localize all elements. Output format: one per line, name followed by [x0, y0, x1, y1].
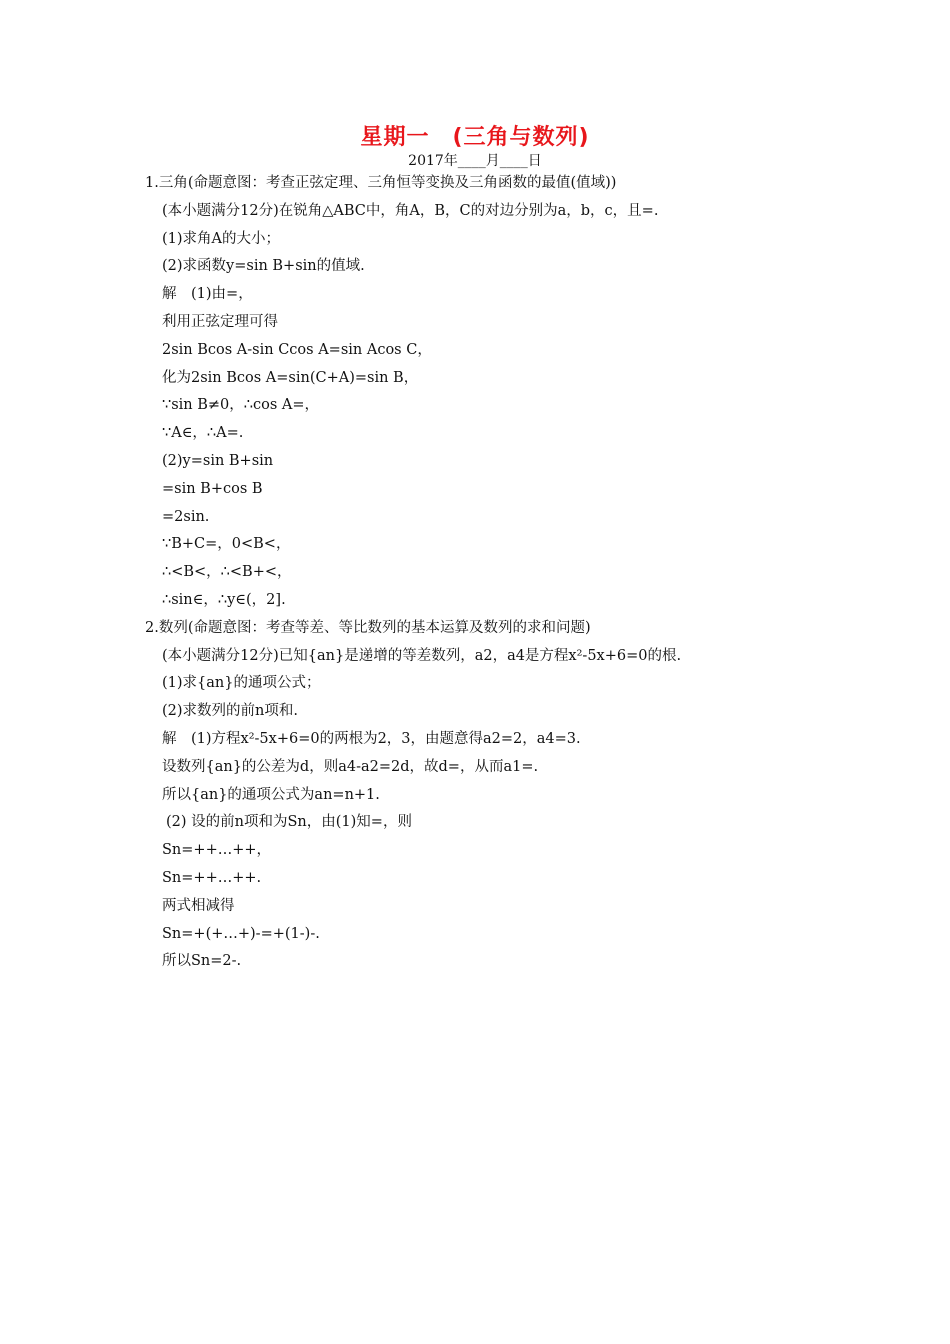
text-line: 所以{an}的通项公式为an=n+1.	[162, 786, 380, 803]
text-line: (本小题满分12分)已知{an}是递增的等差数列，a2，a4是方程x²-5x+6=0的根.	[162, 647, 682, 664]
text-line: ∵A∈，∴A=.	[162, 425, 244, 442]
text-line: (本小题满分12分)在锐角△ABC中，角A，B，C的对边分别为a，b，c，且=.	[162, 202, 659, 219]
text-line: Sn=+(+…+)-=+(1-)-.	[162, 925, 320, 942]
page-title: 星期一 (三角与数列)	[360, 125, 590, 150]
problem-heading: 2.数列(命题意图：考查等差、等比数列的基本运算及数列的求和问题)	[145, 619, 591, 636]
date-line: 2017年____月____日	[408, 153, 542, 169]
text-line: ∴sin∈，∴y∈(，2].	[162, 592, 286, 608]
text-line: (2) 设的前n项和为Sn，由(1)知=，则	[166, 814, 412, 831]
text-line: =2sin.	[162, 508, 210, 525]
text-line: (2)求函数y=sin B+sin的值域.	[162, 258, 365, 275]
text-line: 化为2sin Bcos A=sin(C+A)=sin B，	[162, 369, 419, 386]
text-line: 所以Sn=2-.	[162, 953, 242, 970]
text-line: 设数列{an}的公差为d，则a4-a2=2d，故d=，从而a1=.	[162, 758, 539, 775]
text-line: Sn=++…++.	[162, 870, 262, 886]
text-line: 两式相减得	[162, 897, 235, 914]
text-line: =sin B+cos B	[162, 480, 263, 497]
text-line: ∵sin B≠0，∴cos A=，	[162, 397, 320, 414]
text-line: 解 (1)方程x²-5x+6=0的两根为2，3，由题意得a2=2，a4=3.	[162, 731, 581, 747]
text-line: (1)求{an}的通项公式；	[162, 675, 321, 692]
text-line: (2)求数列的前n项和.	[162, 703, 298, 720]
text-line: (1)求角A的大小；	[162, 230, 281, 247]
text-line: ∴<B<，∴<B+<，	[162, 564, 292, 581]
text-line: 2sin Bcos A-sin Ccos A=sin Acos C，	[162, 341, 432, 358]
text-line: ∵B+C=，0<B<，	[162, 536, 291, 553]
text-line: Sn=++…++，	[162, 842, 272, 859]
text-line: 解 (1)由=，	[162, 286, 253, 303]
text-line: (2)y=sin B+sin	[162, 453, 274, 469]
text-line: 利用正弦定理可得	[162, 314, 278, 330]
problem-heading: 1.三角(命题意图：考查正弦定理、三角恒等变换及三角函数的最值(值域))	[145, 175, 617, 191]
